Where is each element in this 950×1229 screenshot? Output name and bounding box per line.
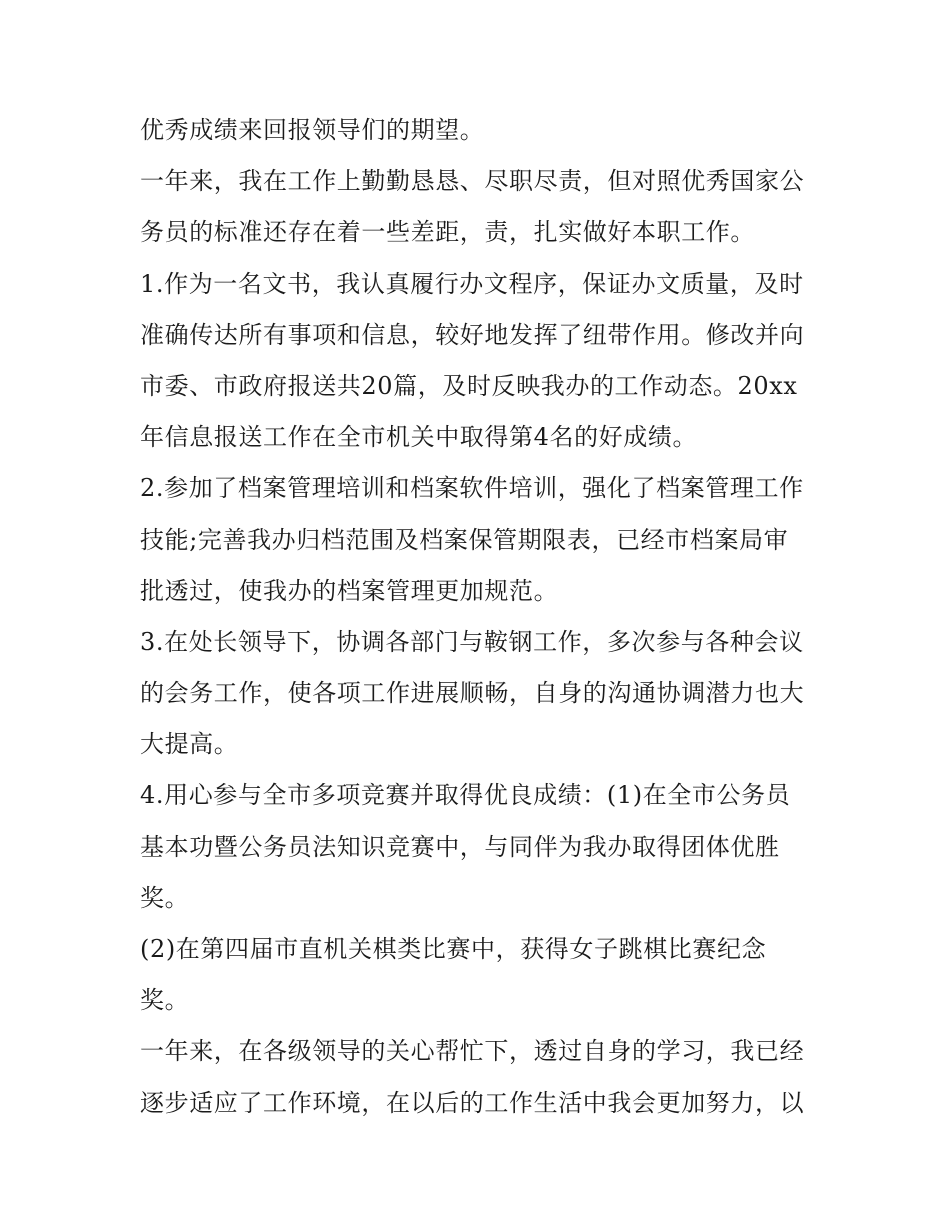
text-line-12: 的会务工作，使各项工作进展顺畅，自身的沟通协调潜力也大: [140, 679, 805, 708]
text-line-5: 准确传达所有事项和信息，较好地发挥了纽带作用。修改并向: [140, 320, 805, 349]
text-line-18: 奖。: [140, 986, 190, 1015]
text-line-15: 基本功暨公务员法知识竞赛中，与同伴为我办取得团体优胜: [140, 832, 780, 861]
text-line-7: 年信息报送工作在全市机关中取得第4名的好成绩。: [140, 423, 698, 452]
text-line-8: 2.参加了档案管理培训和档案软件培训，强化了档案管理工作: [140, 474, 804, 503]
text-line-6: 市委、市政府报送共20篇，及时反映我办的工作动态。20xx: [140, 371, 798, 400]
text-line-17: (2)在第四届市直机关棋类比赛中，获得女子跳棋比赛纪念: [140, 935, 767, 963]
text-line-2: 一年来，我在工作上勤勤恳恳、尽职尽责，但对照优秀国家公: [140, 167, 805, 196]
text-line-14: 4.用心参与全市多项竞赛并取得优良成绩：(1)在全市公务员: [140, 781, 791, 810]
text-line-16: 奖。: [140, 883, 190, 912]
text-line-11: 3.在处长领导下，协调各部门与鞍钢工作，多次参与各种会议: [140, 627, 804, 656]
text-line-19: 一年来，在各级领导的关心帮忙下，透过自身的学习，我已经: [140, 1037, 805, 1066]
text-line-13: 大提高。: [140, 730, 239, 759]
text-line-4: 1.作为一名文书，我认真履行办文程序，保证办文质量，及时: [140, 269, 804, 298]
text-line-1: 优秀成绩来回报领导们的期望。: [140, 116, 485, 144]
text-line-3: 务员的标准还存在着一些差距，责，扎实做好本职工作。: [140, 218, 755, 247]
text-line-10: 批透过，使我办的档案管理更加规范。: [140, 576, 559, 605]
text-line-20: 逐步适应了工作环境，在以后的工作生活中我会更加努力，以: [140, 1088, 805, 1117]
text-line-9: 技能;完善我办归档范围及档案保管期限表，已经市档案局审: [140, 525, 789, 554]
document-body: [140, 105, 830, 1129]
